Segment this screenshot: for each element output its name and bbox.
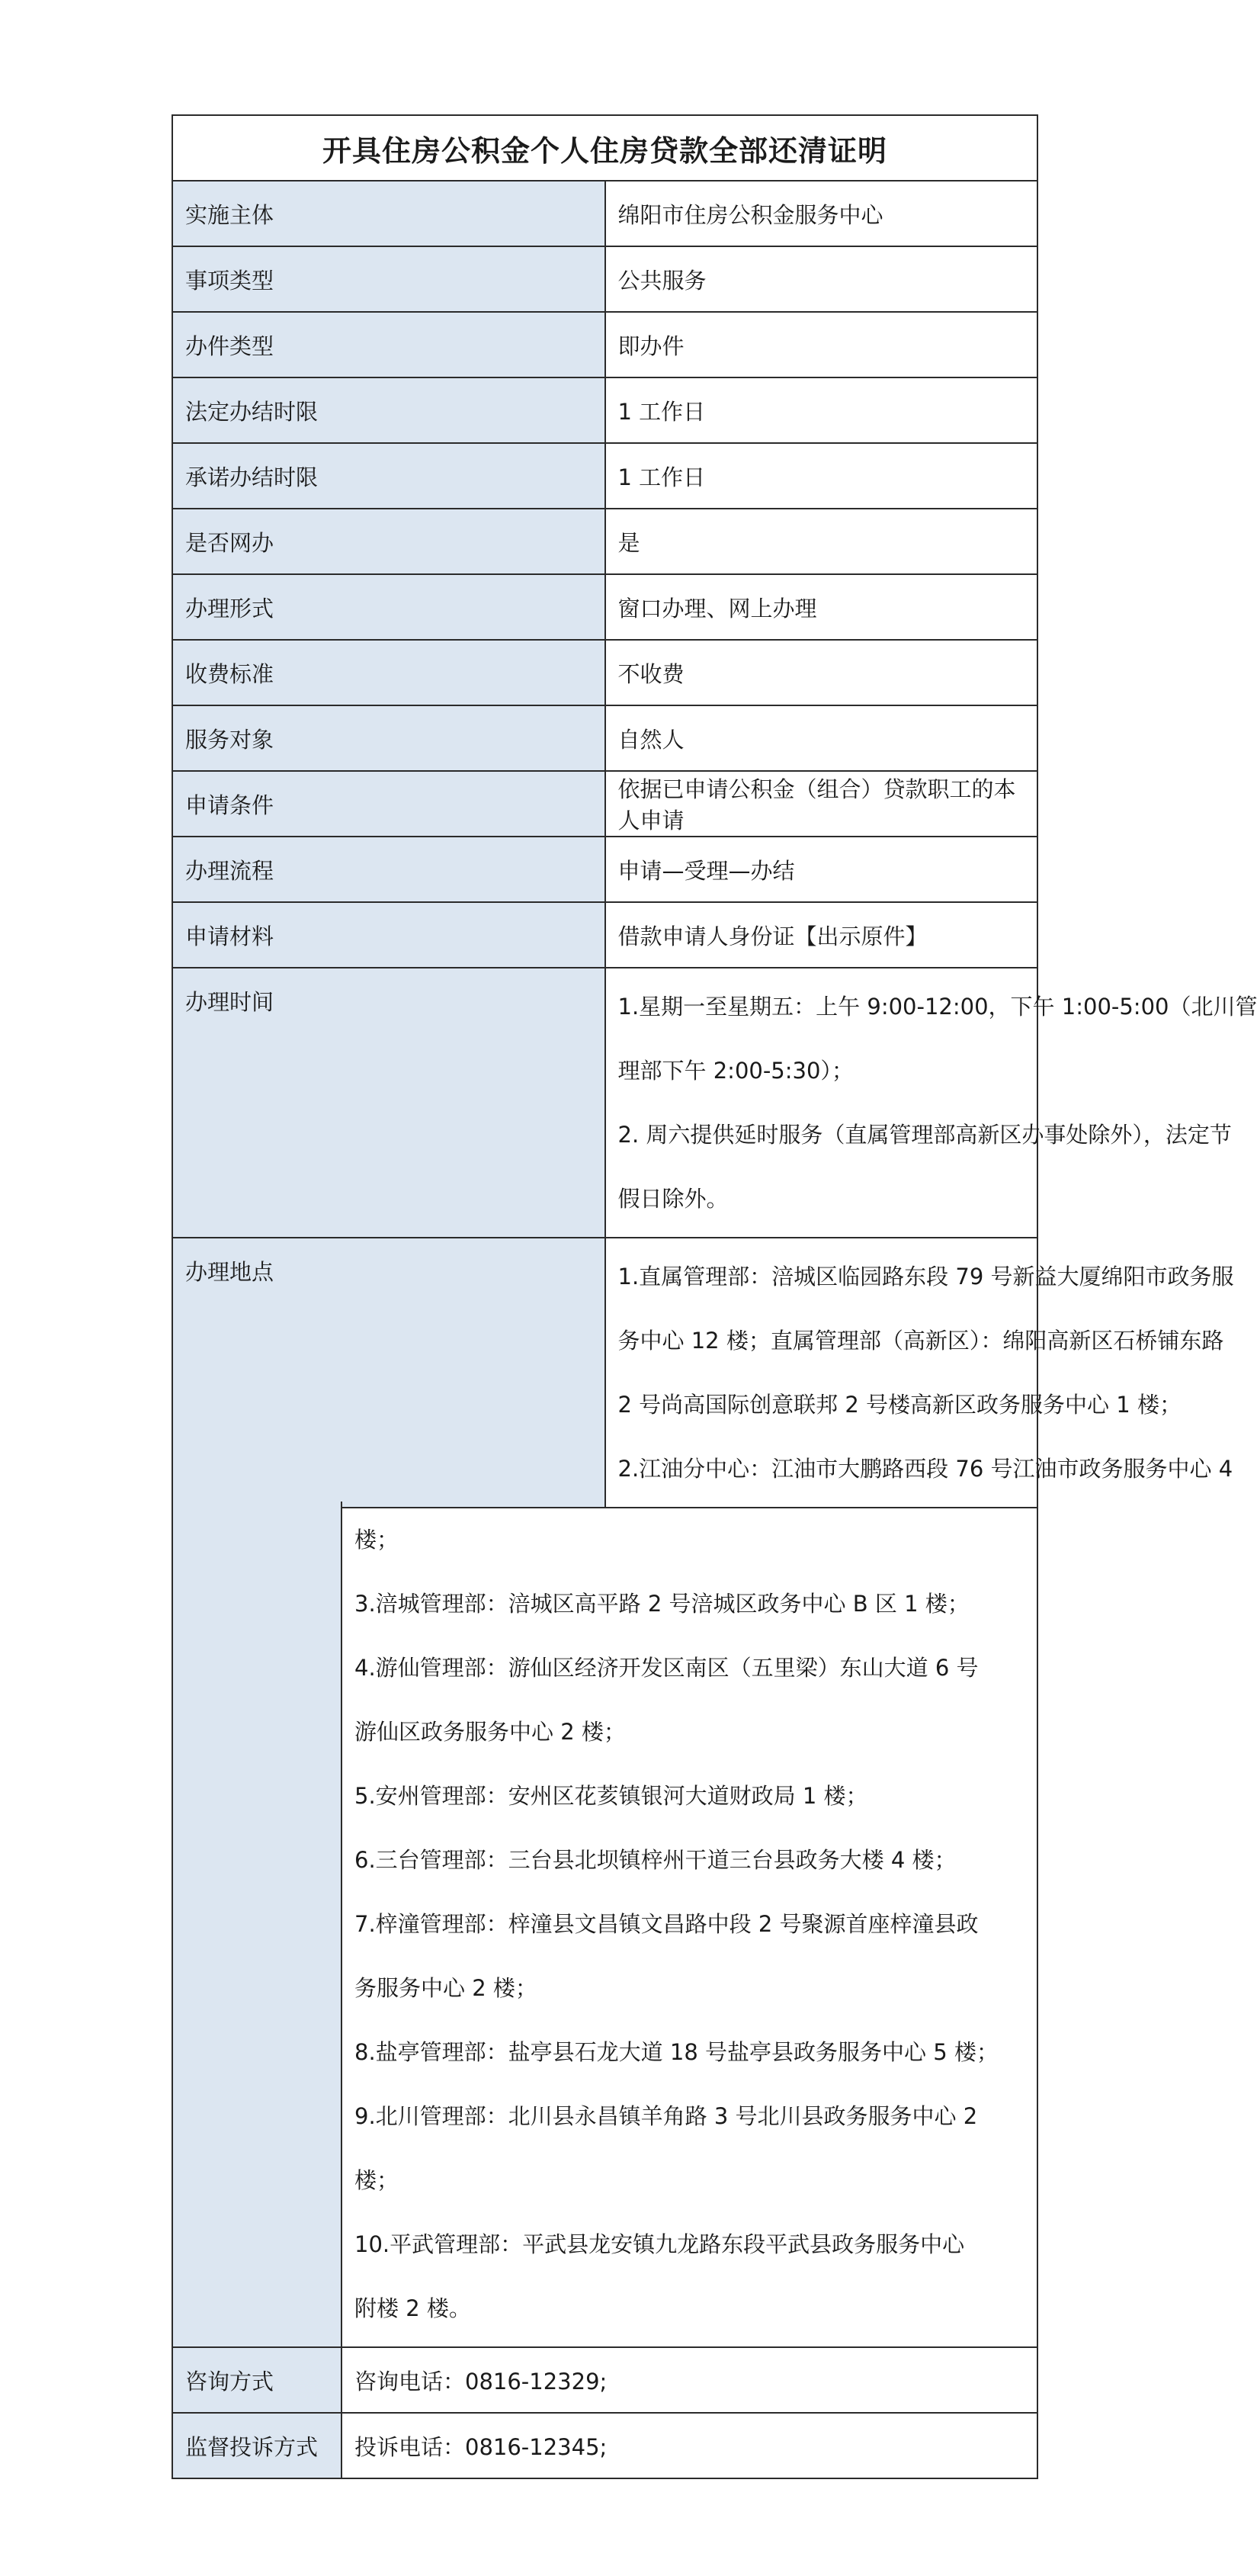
table-row-hours xyxy=(172,968,1037,1238)
location-line: 游仙区政务服务中心 2 楼； xyxy=(354,1719,626,1745)
location-line: 6.三台管理部：三台县北坝镇梓州干道三台县政务大楼 4 楼； xyxy=(354,1847,957,1873)
row-label-continued xyxy=(172,1502,342,2347)
table-row-implementer xyxy=(172,181,1037,246)
location-line: 楼； xyxy=(354,2167,399,2193)
row-label: 监督投诉方式 xyxy=(172,2413,342,2478)
location-line: 2.江油分中心：江油市大鹏路西段 76 号江油市政务服务中心 4 xyxy=(617,1456,1233,1482)
row-value: 是 xyxy=(605,509,1038,574)
row-label: 法定办结时限 xyxy=(172,377,605,443)
row-value: 自然人 xyxy=(605,705,1038,771)
row-value: 窗口办理、网上办理 xyxy=(605,574,1038,640)
table-row-handling-form xyxy=(172,574,1037,640)
location-line: 9.北川管理部：北川县永昌镇羊角路 3 号北川县政务服务中心 2 xyxy=(354,2103,978,2129)
row-label: 收费标准 xyxy=(172,640,605,705)
table-row-item-type xyxy=(172,246,1037,312)
hours-value xyxy=(605,968,1257,1238)
table-row-locations xyxy=(172,1238,1037,1508)
row-label: 是否网办 xyxy=(172,509,605,574)
row-value: 即办件 xyxy=(605,312,1038,377)
location-line: 8.盐亭管理部：盐亭县石龙大道 18 号盐亭县政务服务中心 5 楼； xyxy=(354,2039,999,2065)
row-label: 申请条件 xyxy=(172,771,605,837)
row-value: 不收费 xyxy=(605,640,1038,705)
table-row-complaint xyxy=(172,2413,1037,2478)
table-row-conditions xyxy=(172,771,1037,837)
row-value: 依据已申请公积金（组合）贷款职工的本人申请 xyxy=(605,771,1038,837)
table-body-page2 xyxy=(172,1502,1037,2478)
service-info-table-page2 xyxy=(172,1502,1038,2479)
location-line: 楼； xyxy=(354,1527,399,1553)
location-line: 5.安州管理部：安州区花荄镇银河大道财政局 1 楼； xyxy=(354,1783,868,1809)
row-value: 1 工作日 xyxy=(605,377,1038,443)
table-row-process xyxy=(172,837,1037,902)
location-line: 2 号尚高国际创意联邦 2 号楼高新区政务服务中心 1 楼； xyxy=(617,1392,1182,1418)
locations-value xyxy=(605,1238,1234,1508)
location-line: 10.平武管理部：平武县龙安镇九龙路东段平武县政务服务中心 xyxy=(354,2231,965,2257)
location-line: 4.游仙管理部：游仙区经济开发区南区（五里梁）东山大道 6 号 xyxy=(354,1655,979,1681)
document-title: 开具住房公积金个人住房贷款全部还清证明 xyxy=(172,115,1037,181)
location-line: 3.涪城管理部：涪城区高平路 2 号涪城区政务中心 B 区 1 楼； xyxy=(354,1591,970,1617)
location-line: 7.梓潼管理部：梓潼县文昌镇文昌路中段 2 号聚源首座梓潼县政 xyxy=(354,1911,979,1937)
row-label: 办理时间 xyxy=(172,968,605,1238)
row-label: 承诺办结时限 xyxy=(172,443,605,509)
row-label: 办件类型 xyxy=(172,312,605,377)
row-label: 办理形式 xyxy=(172,574,605,640)
row-value: 1 工作日 xyxy=(605,443,1038,509)
complaint-phone: 投诉电话：0816-12345; xyxy=(342,2413,1037,2478)
service-info-table-page1 xyxy=(172,114,1257,1508)
row-label: 申请材料 xyxy=(172,902,605,968)
hours-line: 假日除外。 xyxy=(617,1186,729,1212)
row-label: 咨询方式 xyxy=(172,2347,342,2413)
table-body-page1 xyxy=(172,115,1257,1508)
table-row-legal-time-limit xyxy=(172,377,1037,443)
table-row-promised-time-limit xyxy=(172,443,1037,509)
hours-line: 1.星期一至星期五：上午 9:00-12:00，下午 1:00-5:00（北川管 xyxy=(617,994,1257,1020)
location-line: 务服务中心 2 楼； xyxy=(354,1975,537,2001)
row-value: 借款申请人身份证【出示原件】 xyxy=(605,902,1038,968)
row-label: 办理地点 xyxy=(172,1238,605,1508)
table-row-materials xyxy=(172,902,1037,968)
contact-phone: 咨询电话：0816-12329; xyxy=(342,2347,1037,2413)
table-row-locations-continued xyxy=(172,1502,1037,2347)
locations-value-continued xyxy=(342,1502,1037,2347)
row-label: 实施主体 xyxy=(172,181,605,246)
location-line: 1.直属管理部：涪城区临园路东段 79 号新益大厦绵阳市政务服 xyxy=(617,1264,1234,1290)
hours-line: 2. 周六提供延时服务（直属管理部高新区办事处除外），法定节 xyxy=(617,1122,1232,1148)
table-row-case-type xyxy=(172,312,1037,377)
hours-line: 理部下午 2:00-5:30）； xyxy=(617,1058,854,1084)
row-value: 公共服务 xyxy=(605,246,1038,312)
row-label: 事项类型 xyxy=(172,246,605,312)
table-row-service-target xyxy=(172,705,1037,771)
row-value: 绵阳市住房公积金服务中心 xyxy=(605,181,1038,246)
table-row-fee-standard xyxy=(172,640,1037,705)
location-line: 附楼 2 楼。 xyxy=(354,2295,471,2321)
title-row xyxy=(172,115,1037,181)
table-row-contact xyxy=(172,2347,1037,2413)
row-label: 服务对象 xyxy=(172,705,605,771)
table-row-online xyxy=(172,509,1037,574)
row-value: 申请—受理—办结 xyxy=(605,837,1038,902)
location-line: 务中心 12 楼；直属管理部（高新区）：绵阳高新区石桥铺东路 xyxy=(617,1328,1224,1354)
row-label: 办理流程 xyxy=(172,837,605,902)
